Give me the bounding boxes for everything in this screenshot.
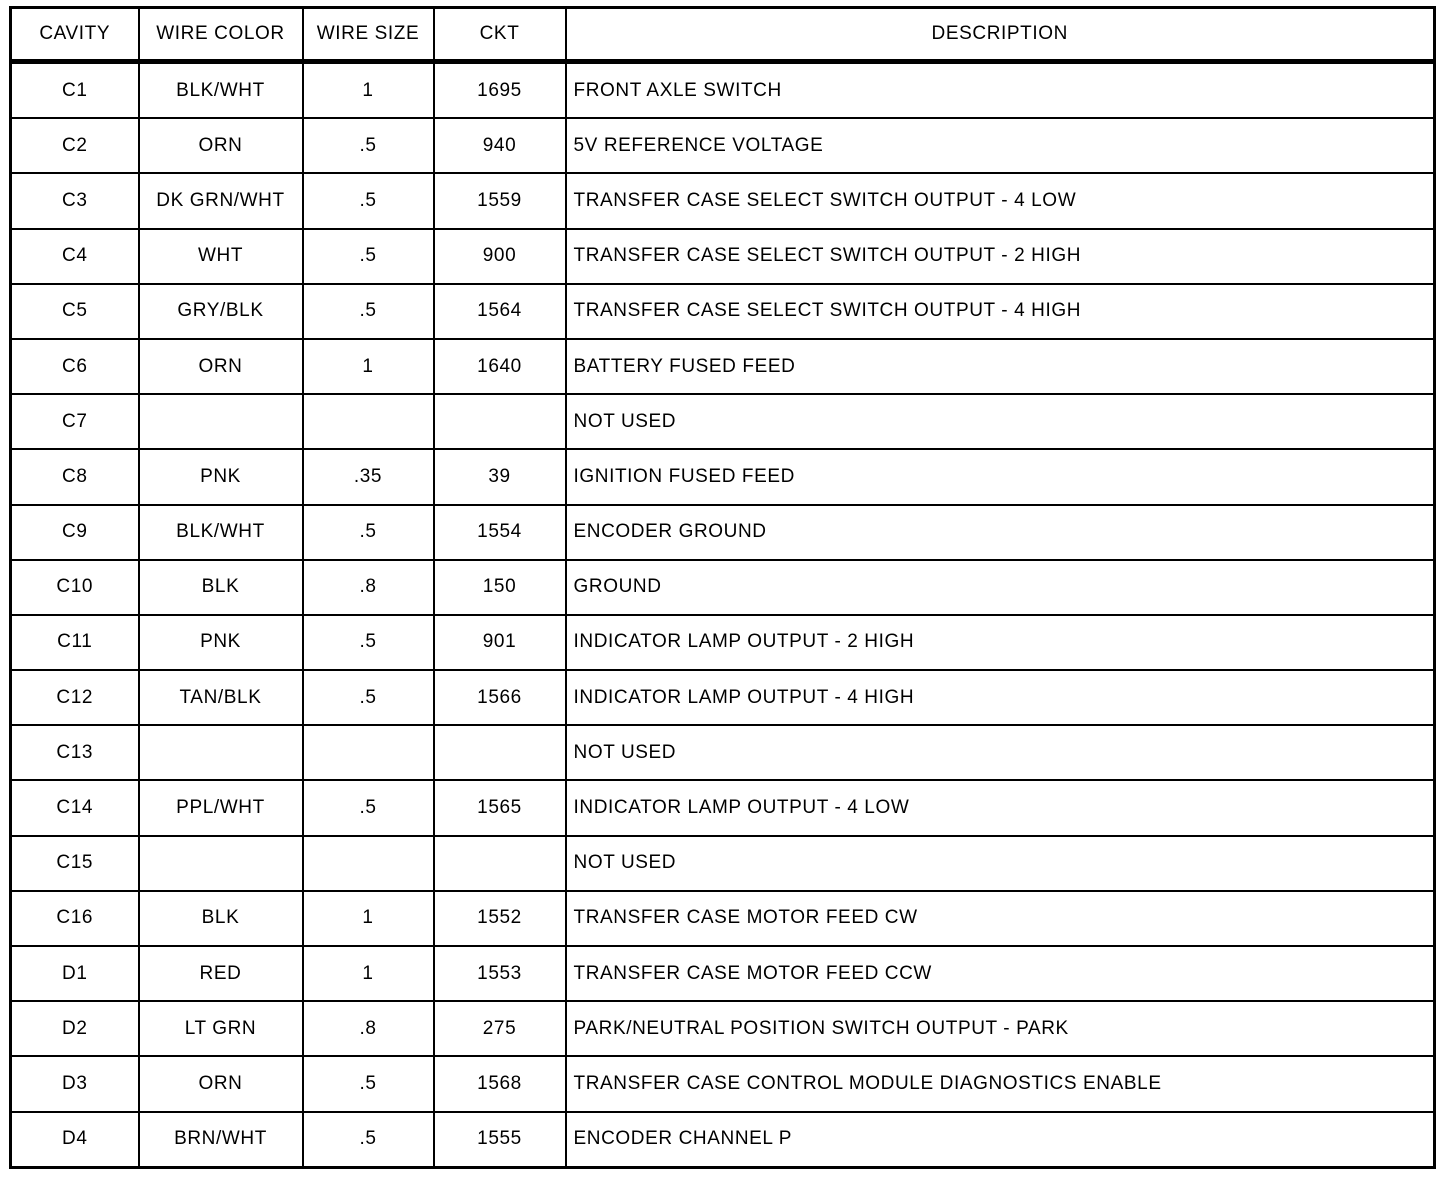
cell-wire-color: RED <box>139 946 303 1001</box>
cell-ckt: 901 <box>434 615 566 670</box>
cell-wire-size <box>303 836 434 891</box>
cell-wire-color: PNK <box>139 449 303 504</box>
cell-ckt: 1695 <box>434 62 566 119</box>
cell-cavity: D2 <box>11 1001 139 1056</box>
cell-description: NOT USED <box>566 394 1435 449</box>
cell-wire-color: BLK <box>139 891 303 946</box>
cell-cavity: C3 <box>11 173 139 228</box>
cell-description: GROUND <box>566 560 1435 615</box>
connector-pinout-table <box>9 6 1436 1169</box>
cell-ckt: 275 <box>434 1001 566 1056</box>
cell-wire-color <box>139 836 303 891</box>
cell-wire-size: .5 <box>303 670 434 725</box>
table-row <box>11 670 1435 725</box>
header-ckt: CKT <box>434 8 566 62</box>
cell-description: ENCODER CHANNEL P <box>566 1112 1435 1168</box>
cell-ckt <box>434 725 566 780</box>
cell-ckt: 1555 <box>434 1112 566 1168</box>
header-wire-size: WIRE SIZE <box>303 8 434 62</box>
cell-wire-size: 1 <box>303 946 434 1001</box>
cell-ckt <box>434 394 566 449</box>
cell-cavity: D3 <box>11 1056 139 1111</box>
cell-wire-size: .5 <box>303 780 434 835</box>
cell-description: NOT USED <box>566 836 1435 891</box>
cell-description: IGNITION FUSED FEED <box>566 449 1435 504</box>
cell-wire-color: ORN <box>139 339 303 394</box>
cell-ckt: 1553 <box>434 946 566 1001</box>
cell-cavity: D1 <box>11 946 139 1001</box>
cell-cavity: C7 <box>11 394 139 449</box>
cell-ckt: 1564 <box>434 284 566 339</box>
table-body <box>11 62 1435 1168</box>
cell-ckt: 900 <box>434 229 566 284</box>
cell-wire-color: TAN/BLK <box>139 670 303 725</box>
cell-description: BATTERY FUSED FEED <box>566 339 1435 394</box>
cell-cavity: C13 <box>11 725 139 780</box>
cell-cavity: C9 <box>11 505 139 560</box>
cell-wire-color: ORN <box>139 118 303 173</box>
table-row <box>11 62 1435 119</box>
cell-ckt: 1568 <box>434 1056 566 1111</box>
cell-wire-color: BLK/WHT <box>139 505 303 560</box>
cell-wire-color: BLK <box>139 560 303 615</box>
cell-wire-color <box>139 394 303 449</box>
cell-wire-color: DK GRN/WHT <box>139 173 303 228</box>
cell-wire-size: .5 <box>303 284 434 339</box>
cell-ckt: 1559 <box>434 173 566 228</box>
cell-wire-size: .8 <box>303 1001 434 1056</box>
cell-cavity: C6 <box>11 339 139 394</box>
cell-wire-size: 1 <box>303 339 434 394</box>
cell-description: INDICATOR LAMP OUTPUT - 2 HIGH <box>566 615 1435 670</box>
cell-cavity: C14 <box>11 780 139 835</box>
table-row <box>11 449 1435 504</box>
cell-wire-size: .5 <box>303 173 434 228</box>
cell-description: FRONT AXLE SWITCH <box>566 62 1435 119</box>
cell-cavity: C12 <box>11 670 139 725</box>
cell-ckt: 150 <box>434 560 566 615</box>
cell-cavity: D4 <box>11 1112 139 1168</box>
cell-cavity: C10 <box>11 560 139 615</box>
cell-wire-color: ORN <box>139 1056 303 1111</box>
cell-description: INDICATOR LAMP OUTPUT - 4 LOW <box>566 780 1435 835</box>
cell-ckt <box>434 836 566 891</box>
header-description: DESCRIPTION <box>566 8 1435 62</box>
cell-description: TRANSFER CASE MOTOR FEED CCW <box>566 946 1435 1001</box>
cell-description: TRANSFER CASE MOTOR FEED CW <box>566 891 1435 946</box>
cell-description: TRANSFER CASE SELECT SWITCH OUTPUT - 2 HIGH <box>566 229 1435 284</box>
cell-wire-size <box>303 394 434 449</box>
cell-wire-color <box>139 725 303 780</box>
header-cavity: CAVITY <box>11 8 139 62</box>
cell-wire-size: .5 <box>303 118 434 173</box>
cell-ckt: 1640 <box>434 339 566 394</box>
cell-ckt: 1566 <box>434 670 566 725</box>
cell-wire-color: BRN/WHT <box>139 1112 303 1168</box>
table-row <box>11 725 1435 780</box>
cell-wire-size: 1 <box>303 891 434 946</box>
cell-wire-color: WHT <box>139 229 303 284</box>
cell-description: 5V REFERENCE VOLTAGE <box>566 118 1435 173</box>
cell-description: TRANSFER CASE SELECT SWITCH OUTPUT - 4 HIGH <box>566 284 1435 339</box>
table-header <box>11 8 1435 62</box>
table-row <box>11 394 1435 449</box>
table-row <box>11 891 1435 946</box>
cell-cavity: C16 <box>11 891 139 946</box>
cell-wire-color: BLK/WHT <box>139 62 303 119</box>
cell-wire-size: .35 <box>303 449 434 504</box>
cell-description: NOT USED <box>566 725 1435 780</box>
table-row <box>11 615 1435 670</box>
cell-wire-size: .5 <box>303 1112 434 1168</box>
cell-cavity: C4 <box>11 229 139 284</box>
header-row <box>11 8 1435 62</box>
table-row <box>11 1056 1435 1111</box>
cell-wire-size: .5 <box>303 505 434 560</box>
header-wire-color: WIRE COLOR <box>139 8 303 62</box>
cell-description: ENCODER GROUND <box>566 505 1435 560</box>
table-row <box>11 1112 1435 1168</box>
table-row <box>11 118 1435 173</box>
table-row <box>11 505 1435 560</box>
cell-wire-size: .5 <box>303 229 434 284</box>
cell-wire-color: GRY/BLK <box>139 284 303 339</box>
cell-wire-size: 1 <box>303 62 434 119</box>
table-row <box>11 1001 1435 1056</box>
table-row <box>11 946 1435 1001</box>
cell-wire-size: .5 <box>303 615 434 670</box>
cell-cavity: C15 <box>11 836 139 891</box>
cell-wire-color: PNK <box>139 615 303 670</box>
table-row <box>11 836 1435 891</box>
cell-cavity: C11 <box>11 615 139 670</box>
table-row <box>11 339 1435 394</box>
cell-ckt: 940 <box>434 118 566 173</box>
table-row <box>11 560 1435 615</box>
cell-wire-size: .8 <box>303 560 434 615</box>
cell-description: INDICATOR LAMP OUTPUT - 4 HIGH <box>566 670 1435 725</box>
cell-cavity: C1 <box>11 62 139 119</box>
cell-description: TRANSFER CASE CONTROL MODULE DIAGNOSTICS ENABLE <box>566 1056 1435 1111</box>
cell-wire-color: LT GRN <box>139 1001 303 1056</box>
table-row <box>11 780 1435 835</box>
cell-ckt: 1554 <box>434 505 566 560</box>
cell-cavity: C5 <box>11 284 139 339</box>
table-row <box>11 229 1435 284</box>
table-row <box>11 173 1435 228</box>
table-row <box>11 284 1435 339</box>
cell-wire-color: PPL/WHT <box>139 780 303 835</box>
cell-ckt: 1552 <box>434 891 566 946</box>
cell-ckt: 39 <box>434 449 566 504</box>
cell-cavity: C8 <box>11 449 139 504</box>
cell-cavity: C2 <box>11 118 139 173</box>
cell-wire-size: .5 <box>303 1056 434 1111</box>
cell-description: TRANSFER CASE SELECT SWITCH OUTPUT - 4 LOW <box>566 173 1435 228</box>
cell-description: PARK/NEUTRAL POSITION SWITCH OUTPUT - PARK <box>566 1001 1435 1056</box>
cell-wire-size <box>303 725 434 780</box>
cell-ckt: 1565 <box>434 780 566 835</box>
